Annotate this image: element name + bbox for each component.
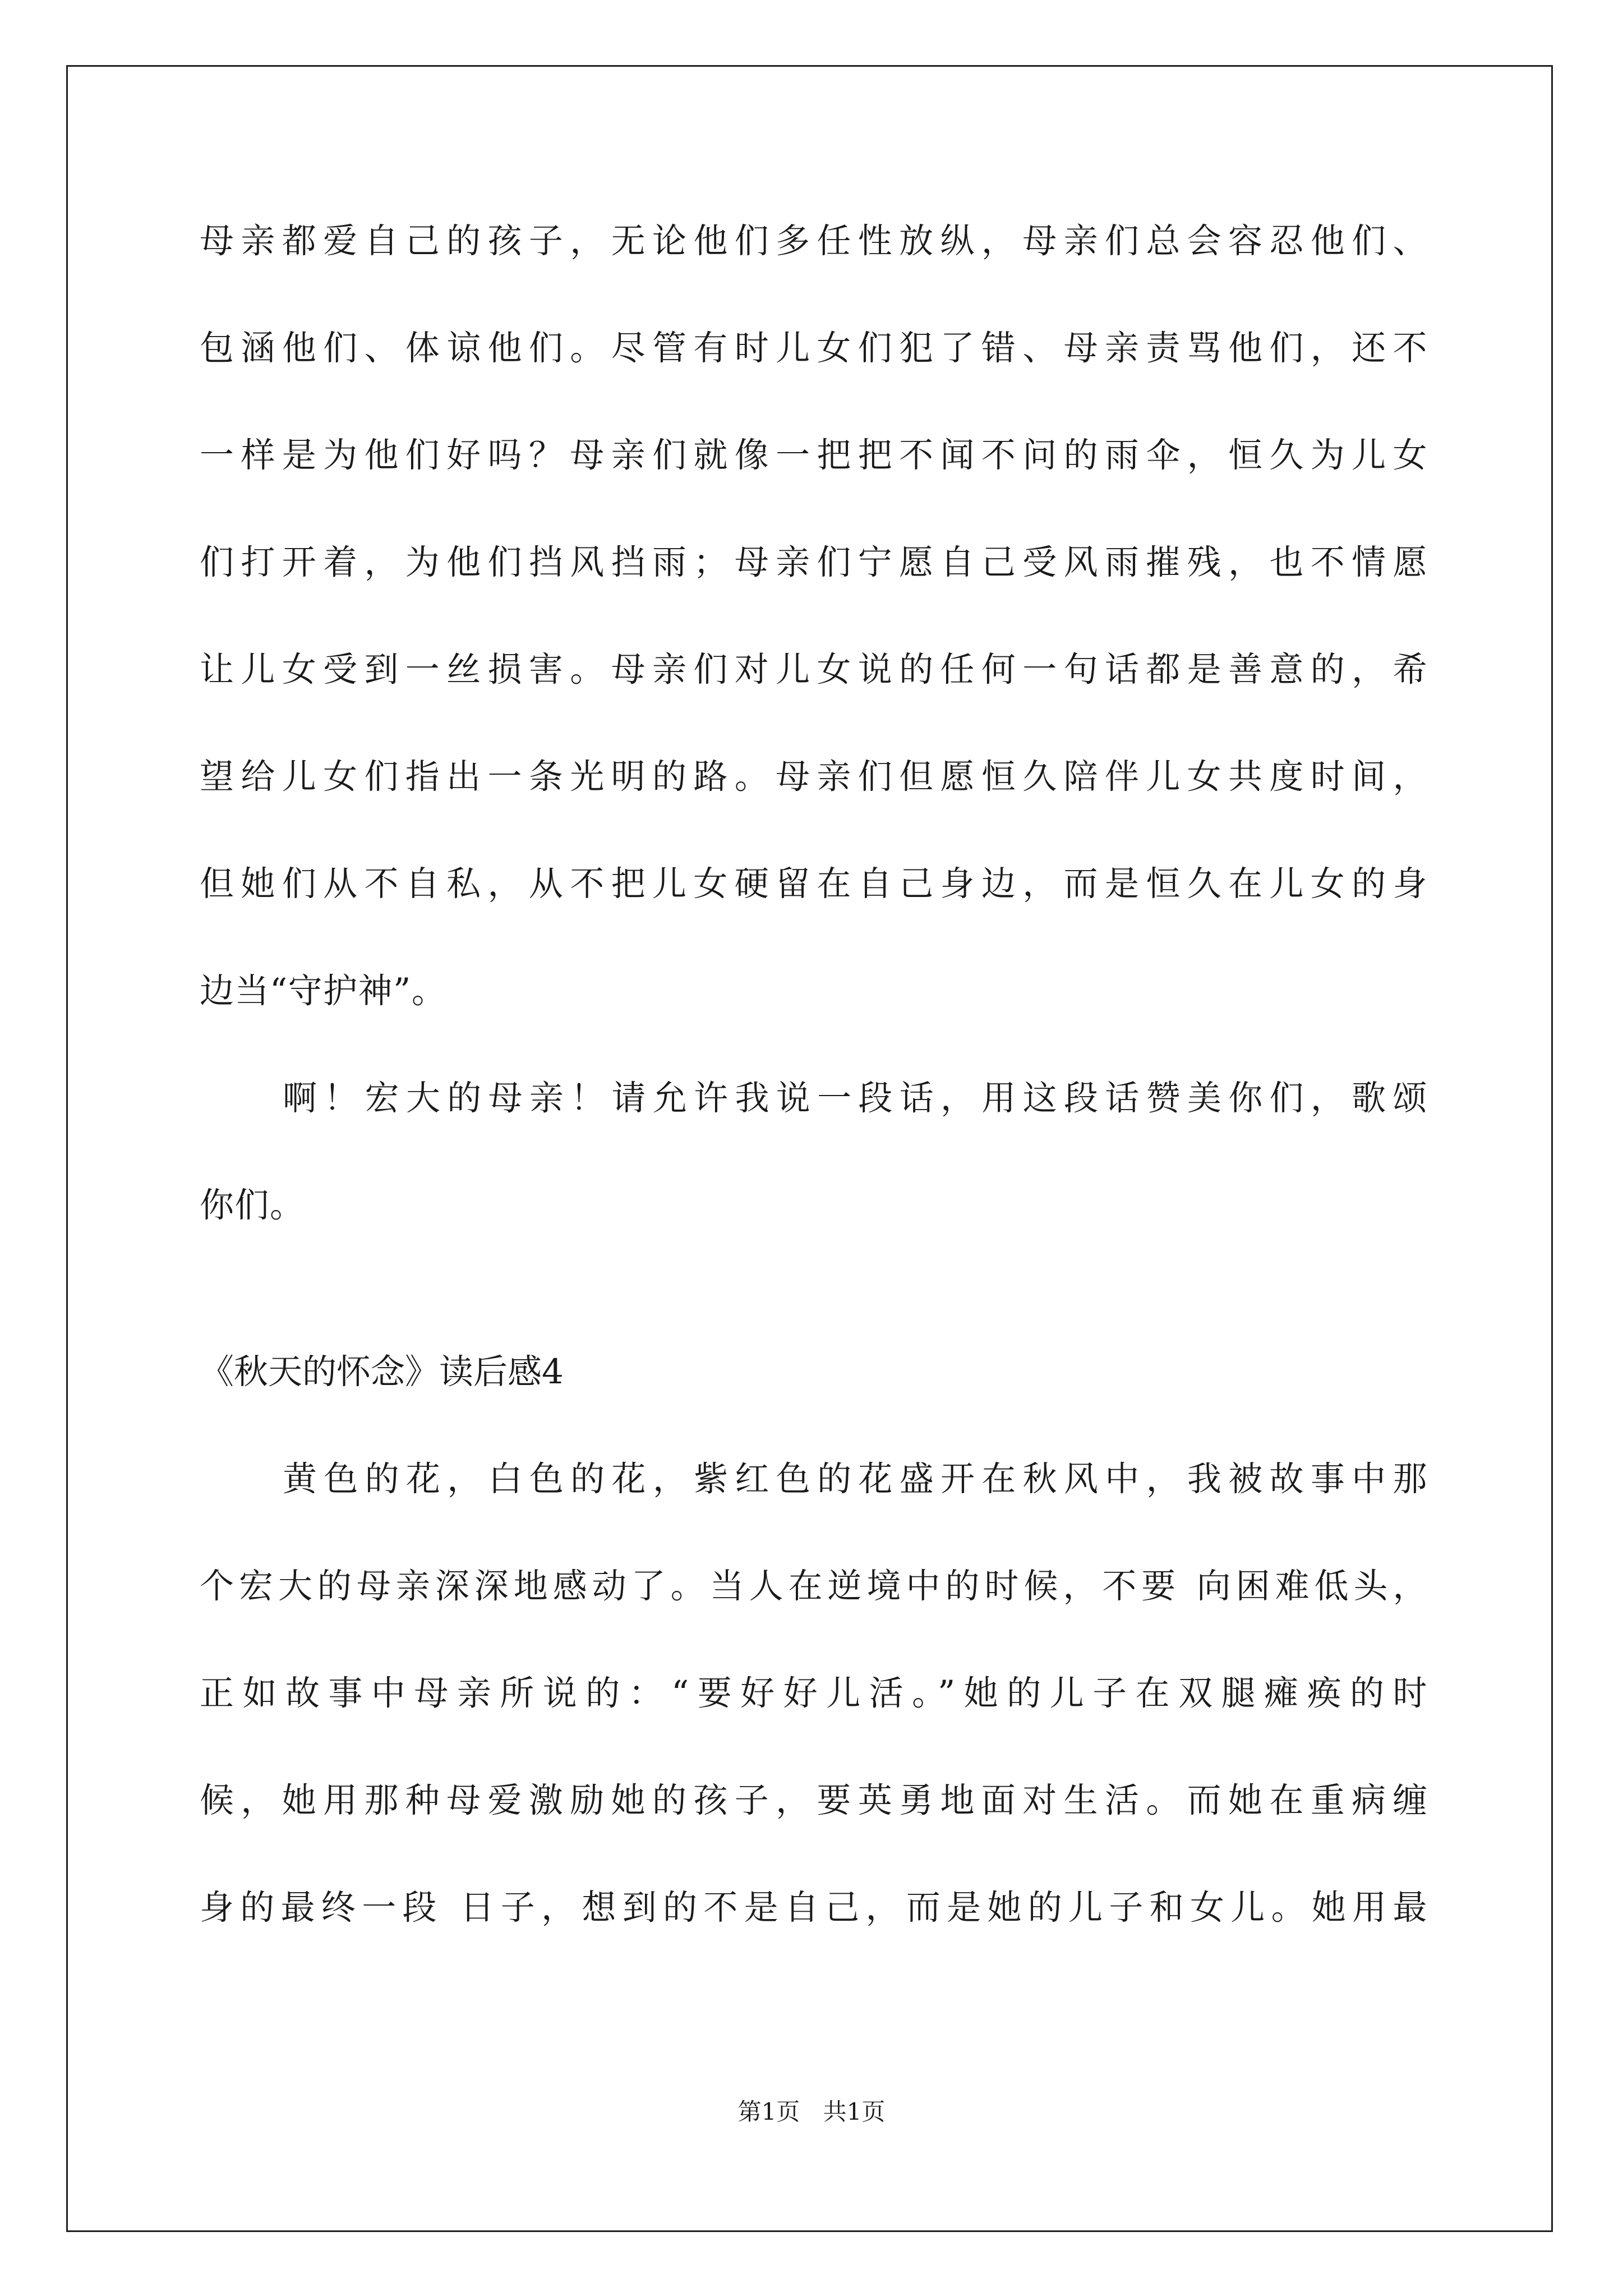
paragraph-1-line-3: 一样是为他们好吗？母亲们就像一把把不闻不问的雨伞，恒久为儿女: [200, 435, 1428, 475]
paragraph-1-line-8: 边当“守护神”。: [200, 971, 447, 1011]
paragraph-1-line-2: 包涵他们、体谅他们。尽管有时儿女们犯了错、母亲责骂他们，还不: [200, 328, 1428, 368]
paragraph-3-line-3: 正如故事中母亲所说的：“要好好儿活。”她的儿子在双腿瘫痪的时: [200, 1673, 1428, 1713]
paragraph-2-line-1: 啊！宏大的母亲！请允许我说一段话，用这段话赞美你们，歌颂: [283, 1078, 1428, 1118]
paragraph-1-line-1: 母亲都爱自己的孩子，无论他们多任性放纵，母亲们总会容忍他们、: [200, 221, 1428, 261]
paragraph-3-line-2: 个宏大的母亲深深地感动了。当人在逆境中的时候，不要 向困难低头，: [200, 1566, 1428, 1606]
paragraph-2-line-2: 你们。: [200, 1185, 305, 1225]
page-total: 共1页: [823, 2098, 886, 2125]
paragraph-3-line-5: 身的最终一段 日子，想到的不是自己，而是她的儿子和女儿。她用最: [200, 1888, 1428, 1927]
paragraph-1-line-7: 但她们从不自私，从不把儿女硬留在自己身边，而是恒久在儿女的身: [200, 864, 1428, 904]
paragraph-3-line-1: 黄色的花，白色的花，紫红色的花盛开在秋风中，我被故事中那: [283, 1459, 1428, 1499]
paragraph-1-line-5: 让儿女受到一丝损害。母亲们对儿女说的任何一句话都是善意的，希: [200, 650, 1428, 689]
paragraph-1-line-4: 们打开着，为他们挡风挡雨；母亲们宁愿自己受风雨摧残，也不情愿: [200, 542, 1428, 582]
document-body: [200, 208, 1428, 1981]
paragraph-3-line-4: 候，她用那种母爱激励她的孩子，要英勇地面对生活。而她在重病缠: [200, 1780, 1428, 1820]
section-spacer: [200, 1279, 1428, 1338]
page-footer: [0, 2095, 1623, 2129]
section-heading: 《秋天的怀念》读后感4: [200, 1352, 564, 1392]
paragraph-1-line-6: 望给儿女们指出一条光明的路。母亲们但愿恒久陪伴儿女共度时间，: [200, 757, 1428, 797]
page-number: 第1页: [737, 2098, 800, 2125]
